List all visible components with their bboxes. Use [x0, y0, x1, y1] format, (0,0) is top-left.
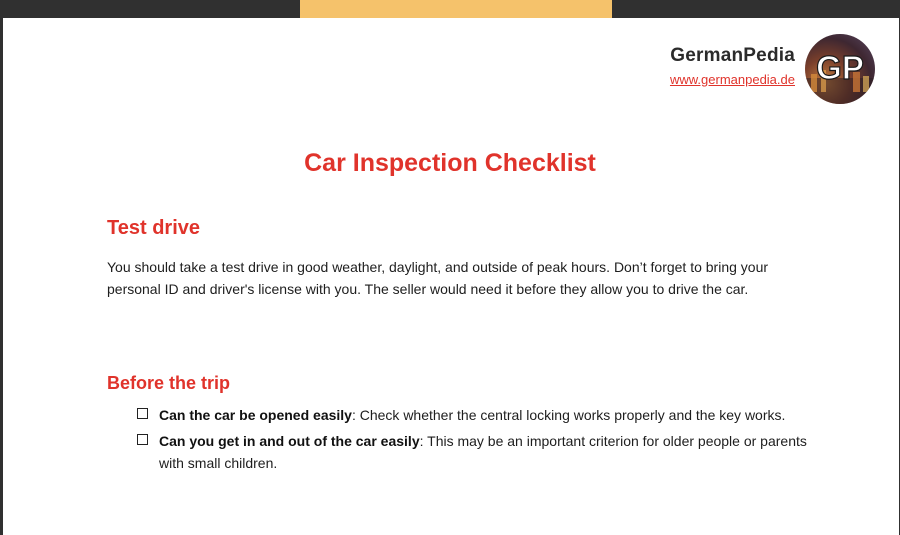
checklist-item [137, 404, 817, 426]
section-heading-before-trip: Before the trip [107, 373, 231, 393]
logo-lettering: GP [816, 49, 864, 86]
test-drive-paragraph: You should take a test drive in good weather, daylight, and outside of peak hours. Don’t forget to bring your personal ID and driver's license with you. The seller would need it before they allow you to drive the car. [107, 259, 769, 297]
before-trip-checklist [137, 404, 817, 478]
checklist-question: Can you get in and out of the car easily [159, 433, 420, 449]
document-title: Car Inspection Checklist [304, 149, 596, 177]
checklist-detail: : This may be an important criterion for older people or parents with small children. [159, 433, 807, 471]
checklist-item [137, 430, 817, 474]
brand-url-link[interactable]: www.germanpedia.de [669, 72, 795, 87]
section-heading-test-drive: Test drive [107, 217, 200, 239]
checklist-question: Can the car be opened easily [159, 407, 352, 423]
germanpedia-logo [805, 34, 875, 104]
checkbox[interactable] [137, 434, 148, 445]
checkbox[interactable] [137, 408, 148, 419]
checklist-detail: : Check whether the central locking works properly and the key works. [351, 407, 786, 423]
document-page [3, 18, 899, 535]
scroll-thumb[interactable] [300, 0, 612, 18]
brand-block [670, 44, 795, 89]
brand-name: GermanPedia [670, 45, 795, 66]
